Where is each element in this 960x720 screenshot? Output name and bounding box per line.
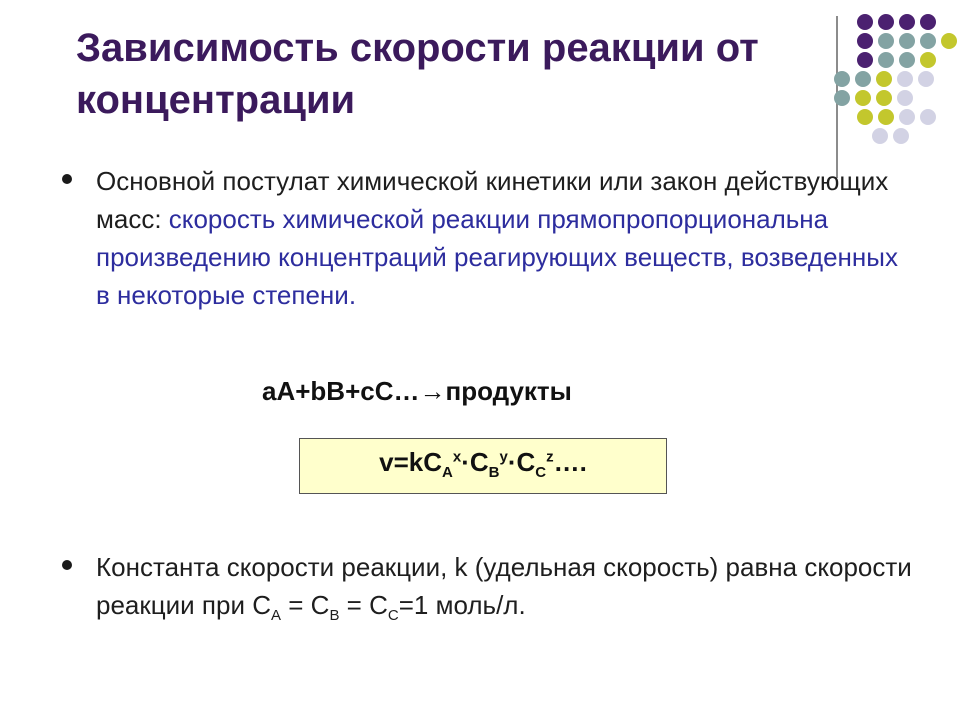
decorative-dot: [855, 90, 871, 106]
bullet-icon: [62, 174, 72, 184]
decorative-dot: [878, 33, 894, 49]
decorative-dot: [899, 33, 915, 49]
decorative-dot: [920, 33, 936, 49]
decorative-dot: [872, 128, 888, 144]
decorative-dot: [899, 52, 915, 68]
decorative-dot: [920, 109, 936, 125]
decorative-dot: [876, 71, 892, 87]
decorative-dot: [918, 71, 934, 87]
decorative-dot: [855, 71, 871, 87]
decorative-dot: [834, 90, 850, 106]
reaction-equation: aA+bB+cC…→продукты: [262, 376, 572, 406]
bullet-highlight-text: скорость химической реакции прямопропорциональна произведению концентраций реагирующих веществ, возведенных в некоторые степени.: [96, 204, 898, 310]
decorative-dot: [897, 90, 913, 106]
decorative-dot: [878, 109, 894, 125]
decorative-dot: [920, 14, 936, 30]
rate-law-formula: $v=kC_A^x\cdot C_B^y\cdot C_C^z\dots$.: [379, 447, 587, 482]
decorative-dot: [878, 52, 894, 68]
bullet-text: Константа скорости реакции, k (удельная скорость) равна скорости реакции при $С_А = С_В = С_С=1$ моль/л.: [96, 552, 912, 625]
decorative-dot: [857, 109, 873, 125]
decorative-dot: [897, 71, 913, 87]
decorative-dot: [899, 109, 915, 125]
slide-title: Зависимость скорости реакции от концентрации: [76, 26, 759, 122]
bullet-plain-text: Основной постулат химической кинетики или закон действующих масс:: [96, 166, 889, 234]
rate-law-box: [299, 438, 667, 494]
decorative-dot: [893, 128, 909, 144]
decorative-dot: [834, 71, 850, 87]
decorative-dot: [878, 14, 894, 30]
decorative-dot: [876, 90, 892, 106]
decorative-dot: [857, 14, 873, 30]
decorative-dot: [857, 33, 873, 49]
decorative-dot: [920, 52, 936, 68]
bullet-icon: [62, 560, 72, 570]
decorative-dot: [857, 52, 873, 68]
decorative-dot: [941, 33, 957, 49]
bullet-text: [96, 162, 916, 314]
decorative-dot: [899, 14, 915, 30]
